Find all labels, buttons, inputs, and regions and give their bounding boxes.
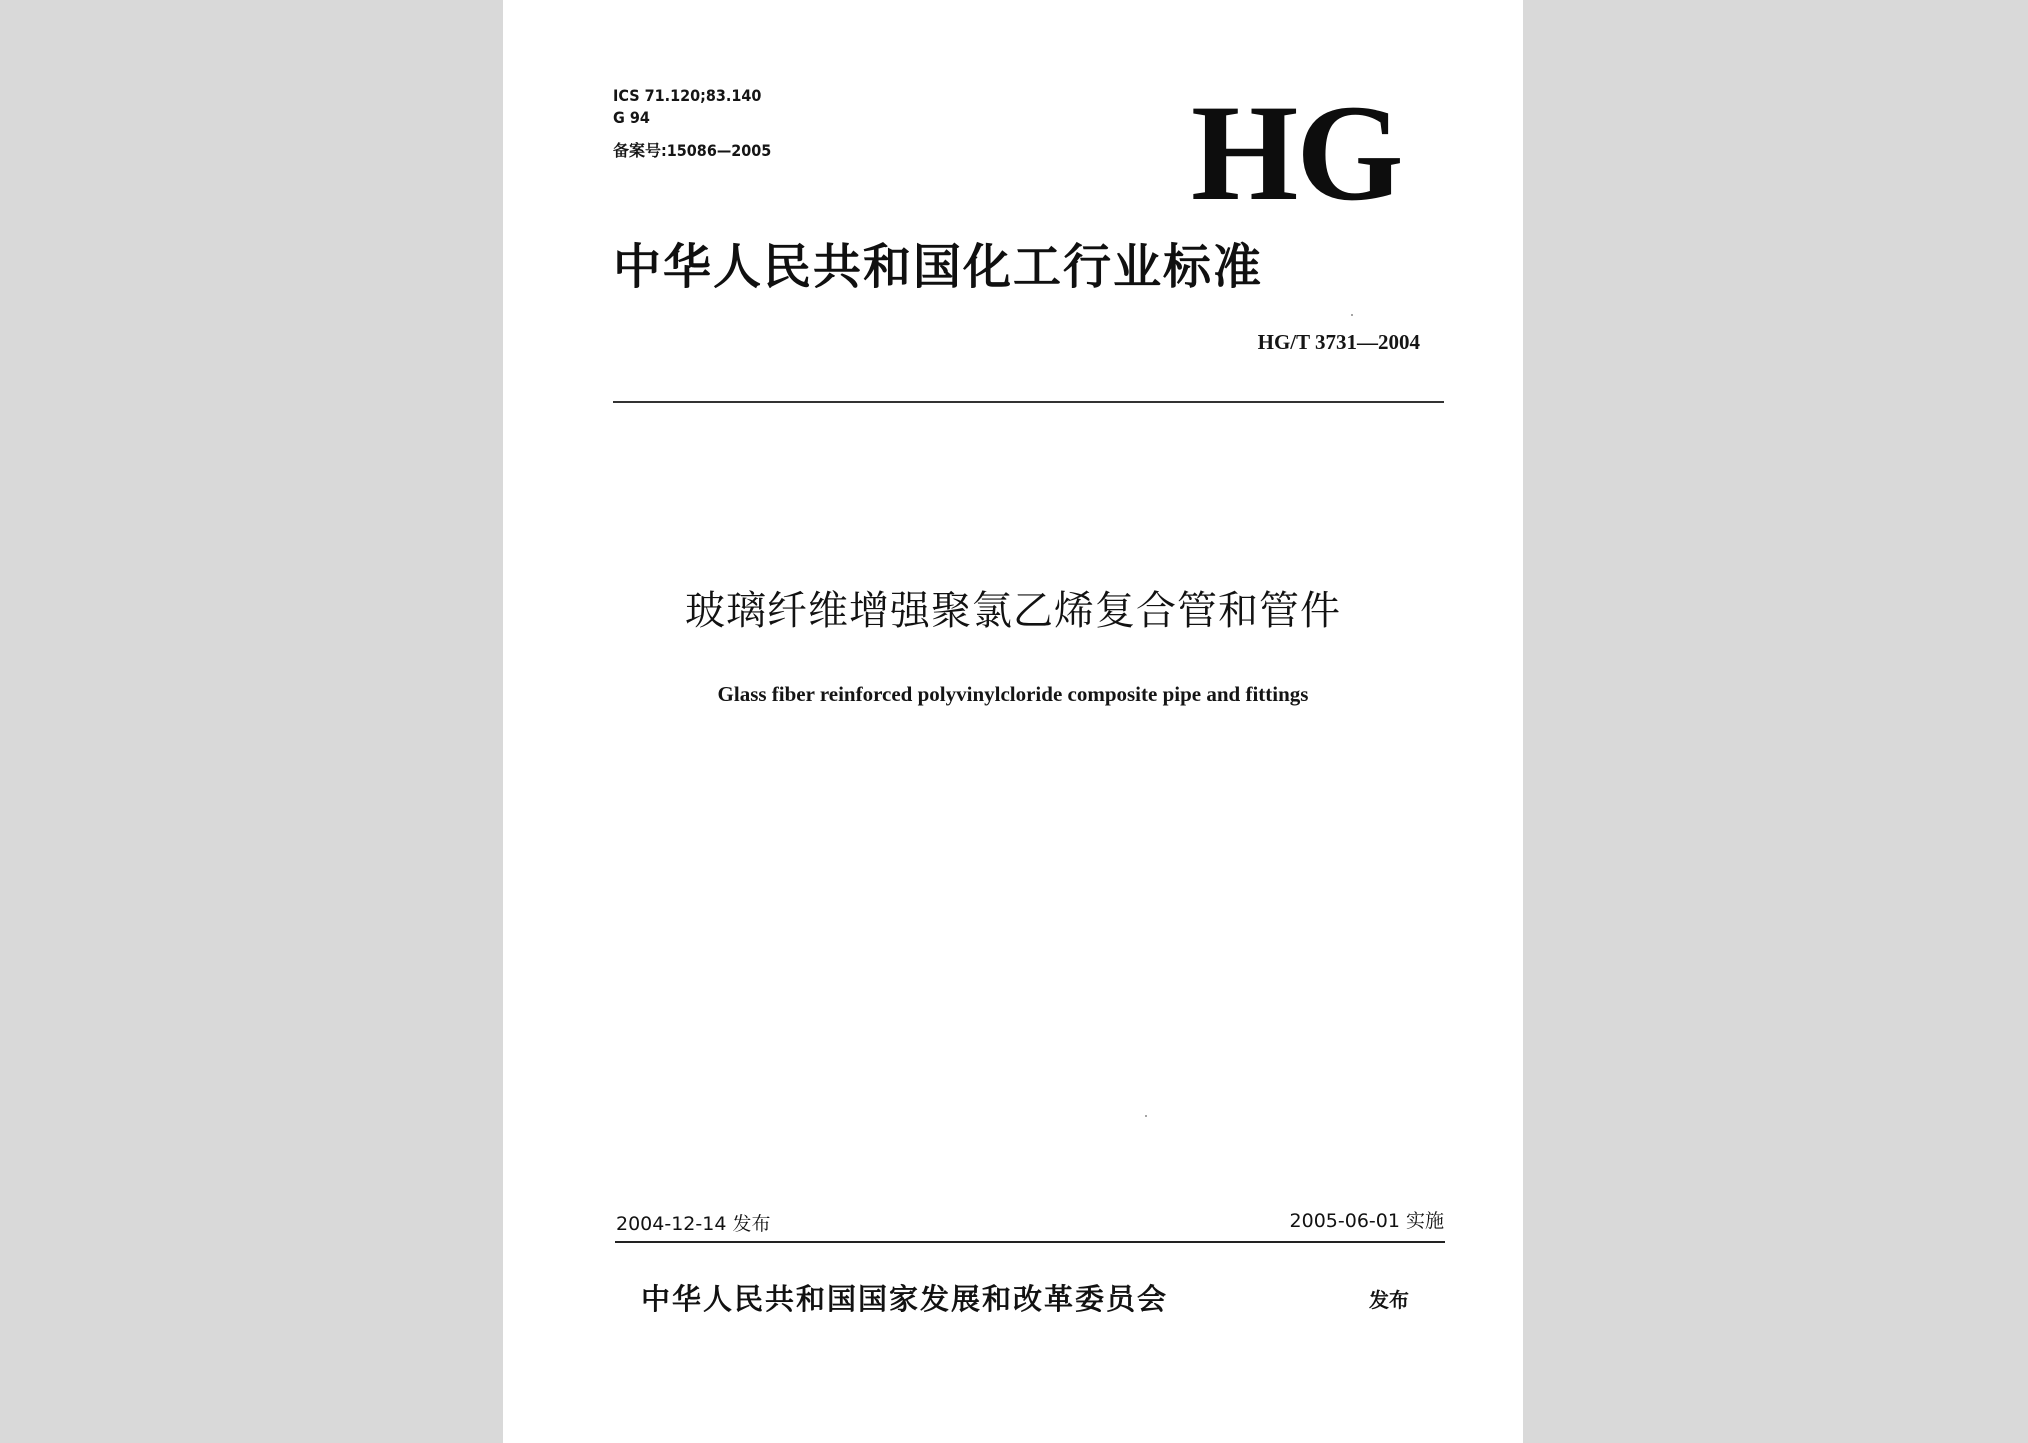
ccs-code: G 94 [613,108,650,127]
document-page [503,0,1523,1443]
document-title-english: Glass fiber reinforced polyvinylcloride composite pipe and fittings [717,682,1309,706]
ics-code: ICS 71.120;83.140 [613,86,762,105]
publish-label: 发布 [1369,1288,1409,1312]
record-number: 备案号:15086—2005 [613,141,772,160]
standard-number: HG/T 3731—2004 [1257,330,1420,354]
implementation-date: 2005-06-01 实施 [1289,1210,1444,1232]
publisher-name: 中华人民共和国国家发展和改革委员会 [641,1282,1169,1316]
scan-speck [1351,314,1353,316]
top-divider [613,401,1444,403]
industry-standard-title: 中华人民共和国化工行业标准 [613,239,1264,295]
hg-logo: HG [1191,76,1402,229]
document-title-chinese: 玻璃纤维增强聚氯乙烯复合管和管件 [685,588,1341,634]
bottom-divider [615,1241,1445,1243]
scan-speck [1145,1115,1147,1117]
issue-date: 2004-12-14 发布 [616,1213,771,1235]
